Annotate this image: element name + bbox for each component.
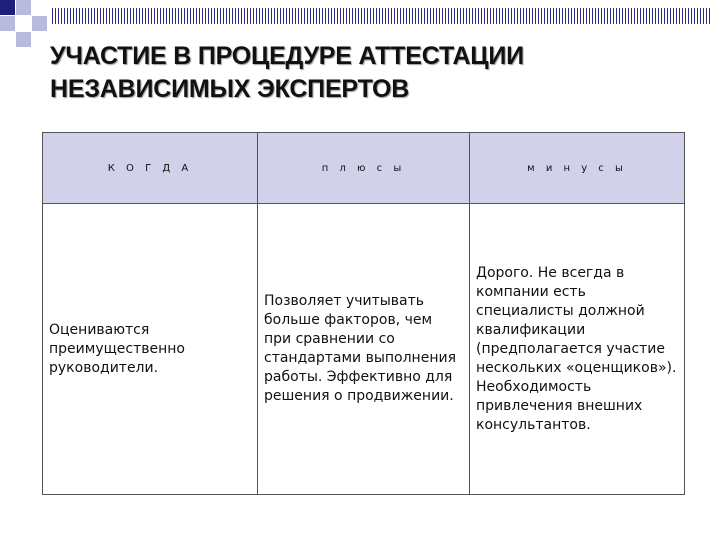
header-cons: м и н у с ы	[470, 133, 685, 204]
cell-pros-text: Позволяет учитывать больше факторов, чем при сравнении со стандартами выполнения работы. Эффективно для решения о продвижении.	[264, 293, 456, 404]
cell-cons	[470, 204, 685, 495]
header-pros: п л ю с ы	[258, 133, 470, 204]
comparison-table	[42, 132, 685, 495]
checker-square	[32, 16, 47, 31]
slide-title	[50, 40, 690, 106]
checker-square	[0, 0, 15, 15]
checker-square	[16, 0, 31, 15]
checker-square	[32, 0, 47, 15]
decorative-checker	[0, 0, 46, 46]
checker-square	[16, 16, 31, 31]
cell-when-text: Оцениваются преимущественно руководители.	[49, 321, 185, 376]
cell-cons-text: Дорого. Не всегда в компании есть специалисты должной квалификации (предполагается участие нескольких «оценщиков»). Необходимость привлечения внешних консультантов.	[476, 264, 677, 433]
slide-title-line-1: УЧАСТИЕ В ПРОЦЕДУРЕ АТТЕСТАЦИИ	[50, 42, 524, 70]
table-header-row	[43, 133, 685, 204]
checker-square	[16, 32, 31, 47]
decorative-stripe-band	[52, 8, 712, 24]
checker-square	[0, 16, 15, 31]
cell-pros	[258, 204, 470, 495]
table-row	[43, 204, 685, 495]
checker-square	[0, 32, 15, 47]
header-when: К О Г Д А	[43, 133, 258, 204]
cell-when	[43, 204, 258, 495]
checker-square	[32, 32, 47, 47]
slide-title-line-2: НЕЗАВИСИМЫХ ЭКСПЕРТОВ	[50, 75, 410, 103]
